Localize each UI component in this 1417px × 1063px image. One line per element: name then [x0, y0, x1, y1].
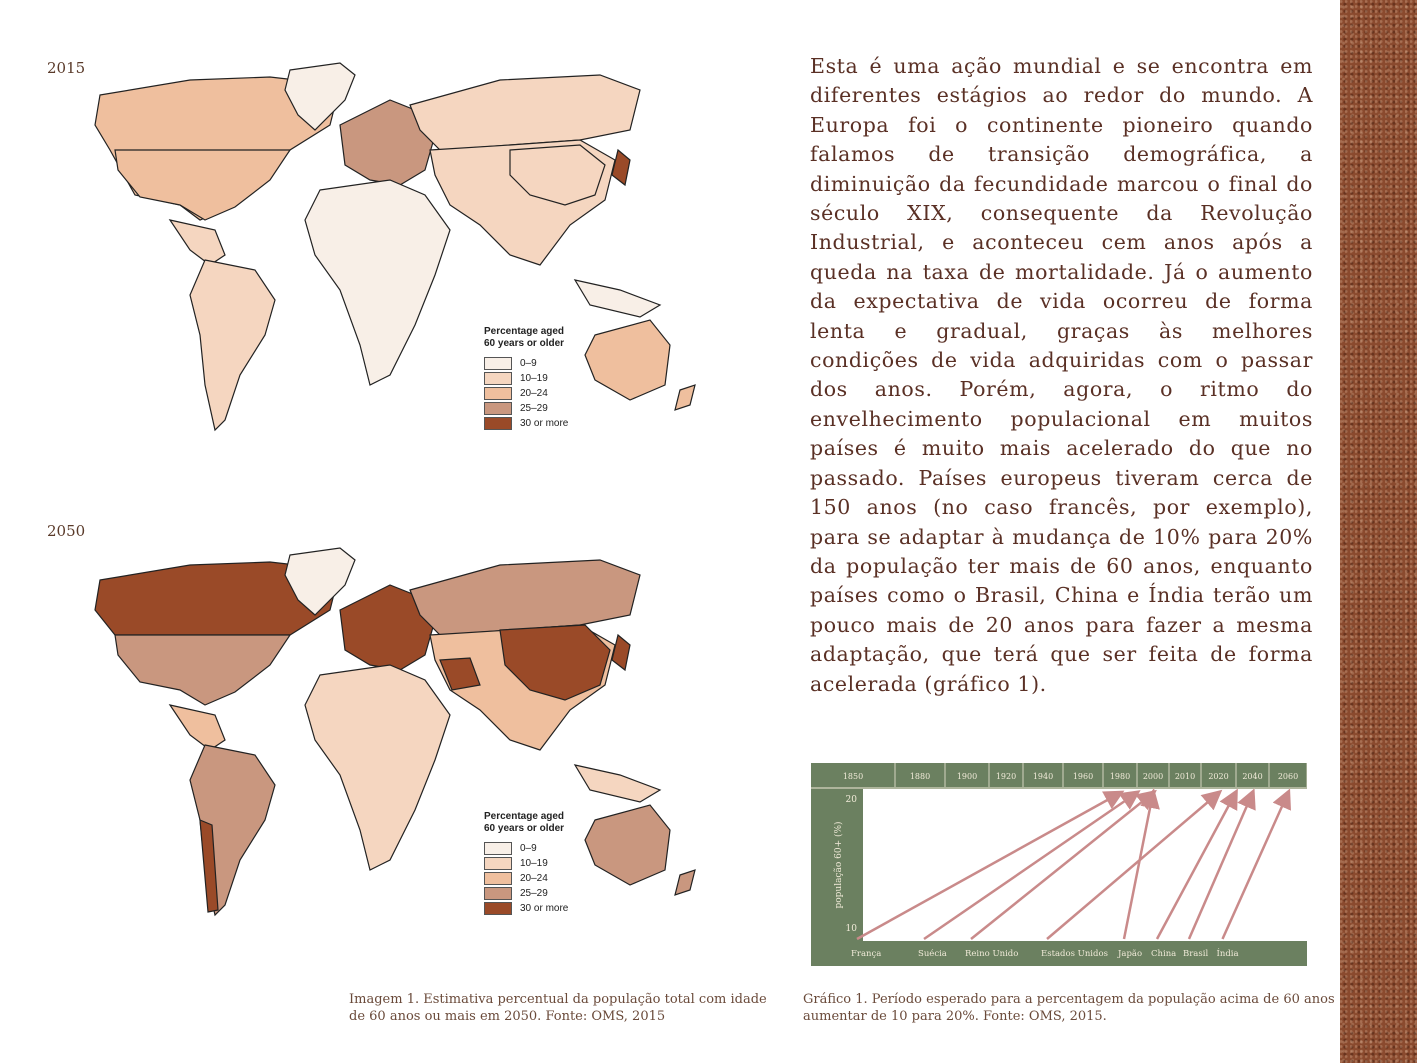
country-label: Reino Unido [965, 949, 1019, 959]
africa-shape [305, 180, 450, 385]
x-tick-label: 1920 [995, 772, 1017, 781]
x-tick-label: 1900 [956, 772, 978, 781]
legend-item: 30 or more [484, 901, 568, 916]
legend-item: 10–19 [484, 371, 568, 386]
map-legend-2050 [484, 811, 568, 916]
usa-shape [115, 150, 290, 220]
russia-shape [410, 560, 640, 635]
map-year-2015: 2015 [47, 59, 86, 77]
legend-item: 20–24 [484, 386, 568, 401]
world-map-2015 [40, 55, 740, 440]
transition-chart [811, 763, 1307, 966]
africa-shape [305, 665, 450, 870]
country-label: Índia [1216, 949, 1239, 959]
image-caption: Imagem 1. Estimativa percentual da população total com idade de 60 anos ou mais em 2050. Fonte: OMS, 2015 [349, 992, 767, 1024]
legend-item: 0–9 [484, 841, 568, 856]
legend-item: 30 or more [484, 416, 568, 431]
y-axis-label: população 60+ (%) [834, 821, 844, 909]
central-america-shape [170, 220, 225, 265]
russia-shape [410, 75, 640, 150]
x-tick-label: 1880 [909, 772, 931, 781]
legend-item: 25–29 [484, 886, 568, 901]
x-tick-label: 1940 [1032, 772, 1054, 781]
map-legend-2015 [484, 326, 568, 431]
legend-item: 20–24 [484, 871, 568, 886]
x-tick-label: 1960 [1072, 772, 1094, 781]
usa-shape [115, 635, 290, 705]
central-america-shape [170, 705, 225, 750]
y-tick-label: 20 [845, 795, 857, 805]
map-year-2050: 2050 [47, 522, 86, 540]
south-america-shape [190, 260, 275, 430]
decorative-side-strip [1340, 0, 1417, 1063]
se-asia-shape [575, 280, 660, 317]
x-tick-label: 2000 [1142, 772, 1164, 781]
body-paragraph: Esta é uma ação mundial e se encontra em diferentes estágios ao redor do mundo. A Europa foi o continente pioneiro quando falamos de transição demográfica, a diminuição da fecundidade marcou o final do século XIX, consequente da Revolução Industrial, e aconteceu cem anos após a queda na taxa de mortalidade. Já o aumento da expectativa de vida ocorreu de forma lenta e gradual, graças às melhores condições de vida adquiridas com o passar dos anos. Porém, agora, o ritmo do envelhecimento populacional em muitos países é muito mais acelerado do que no passado. Países europeus tiveram cerca de 150 anos (no caso francês, por exemplo), para se adaptar à mudança de 10% para 20% da população ter mais de 60 anos, enquanto países como o Brasil, China e Índia terão um pouco mais de 20 anos para fazer a mesma adaptação, que terá que ser feita de forma acelerada (gráfico 1). [810, 54, 1313, 696]
country-label: Brasil [1183, 949, 1209, 959]
world-map-2050 [40, 540, 740, 925]
country-label: China [1151, 949, 1177, 959]
x-tick-label: 2040 [1242, 772, 1263, 781]
chart-caption: Gráfico 1. Período esperado para a percentagem da população acima de 60 anos aumentar de 10 para 20%. Fonte: OMS, 2015. [803, 992, 1335, 1024]
australia-shape [585, 805, 670, 885]
x-tick-label: 2010 [1174, 772, 1196, 781]
japan-shape [612, 150, 630, 185]
country-label: Estados Unidos [1041, 949, 1108, 959]
legend-item: 25–29 [484, 401, 568, 416]
legend-item: 10–19 [484, 856, 568, 871]
legend-item: 0–9 [484, 356, 568, 371]
y-tick-label: 10 [845, 924, 857, 934]
new-zealand-shape [675, 385, 695, 410]
country-label: França [851, 949, 882, 959]
country-label: Japão [1118, 949, 1143, 959]
x-tick-label: 2060 [1277, 772, 1299, 781]
japan-shape [612, 635, 630, 670]
x-tick-label: 1850 [842, 772, 864, 781]
legend-title: Percentage aged 60 years or older [484, 326, 565, 349]
legend-title: Percentage aged 60 years or older [484, 811, 565, 834]
x-tick-label: 2020 [1208, 772, 1229, 781]
country-label: Suécia [918, 949, 947, 959]
australia-shape [585, 320, 670, 400]
new-zealand-shape [675, 870, 695, 895]
se-asia-shape [575, 765, 660, 802]
x-tick-label: 1980 [1109, 772, 1131, 781]
